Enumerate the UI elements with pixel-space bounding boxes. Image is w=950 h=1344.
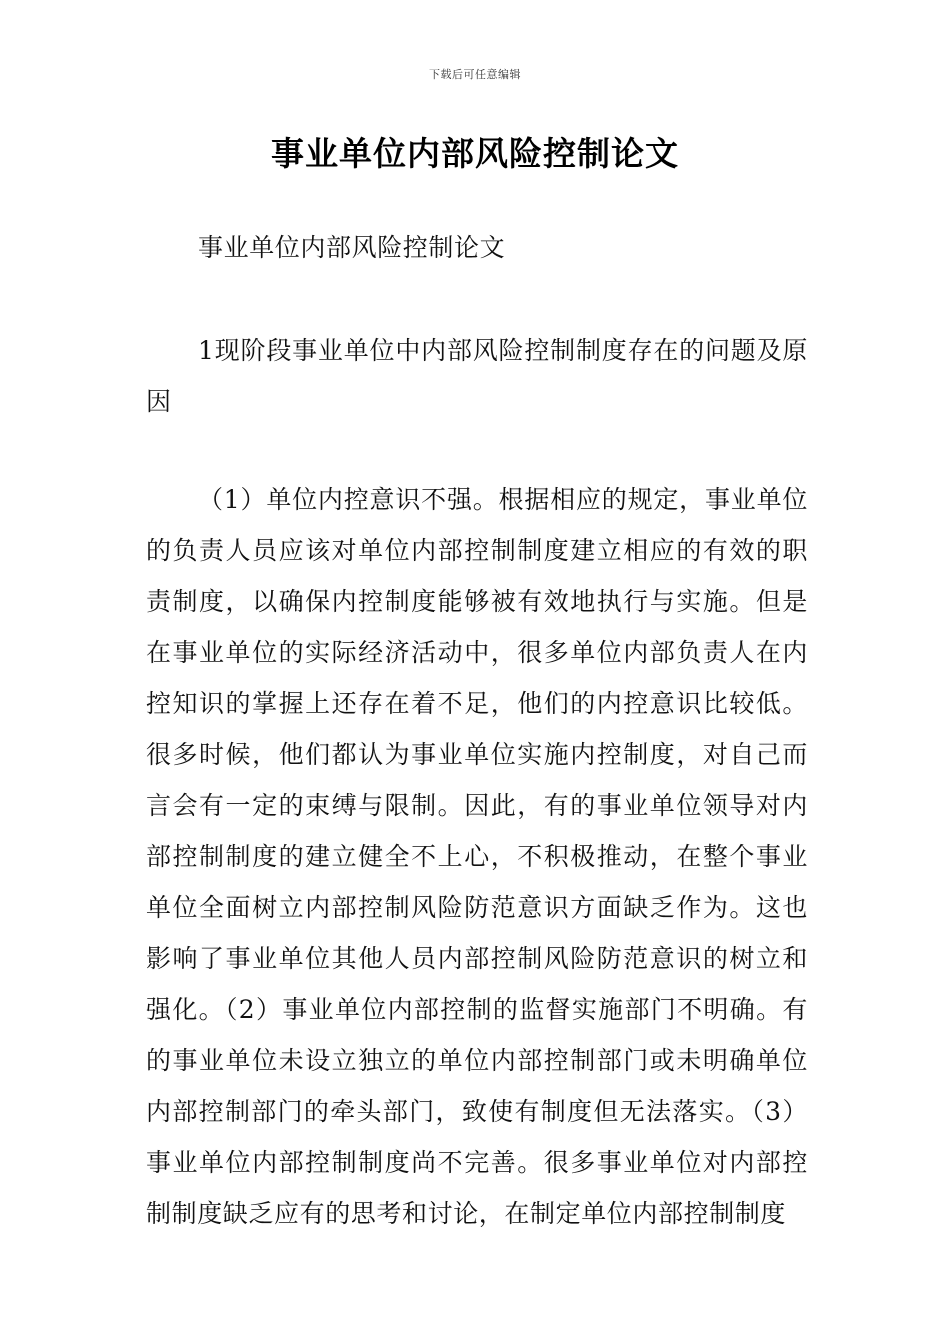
section-heading: 1现阶段事业单位中内部风险控制制度存在的问题及原因	[146, 336, 808, 416]
body-paragraph: （1）单位内控意识不强。根据相应的规定，事业单位的负责人员应该对单位内部控制制度建立相应的有效的职责制度，以确保内控制度能够被有效地执行与实施。但是在事业单位的实际经济活动中，很多单位内部负责人在内控知识的掌握上还存在着不足，他们的内控意识比较低。很多时候，他们都认为事业单位实施内控制度，对自己而言会有一定的束缚与限制。因此，有的事业单位领导对内部控制制度的建立健全不上心，不积极推动，在整个事业单位全面树立内部控制风险防范意识方面缺乏作为。这也影响了事业单位其他人员内部控制风险防范意识的树立和强化。（2）事业单位内部控制的监督实施部门不明确。有的事业单位未设立独立的单位内部控制部门或未明确单位内部控制部门的牵头部门，致使有制度但无法落实。（3）事业单位内部控制制度尚不完善。很多事业单位对内部控制制度缺乏应有的思考和讨论，在制定单位内部控制制度	[146, 485, 808, 1228]
header-note: 下载后可任意编辑	[429, 68, 521, 81]
document-title: 事业单位内部风险控制论文	[271, 134, 679, 173]
document-subtitle: 事业单位内部风险控制论文	[198, 233, 506, 262]
